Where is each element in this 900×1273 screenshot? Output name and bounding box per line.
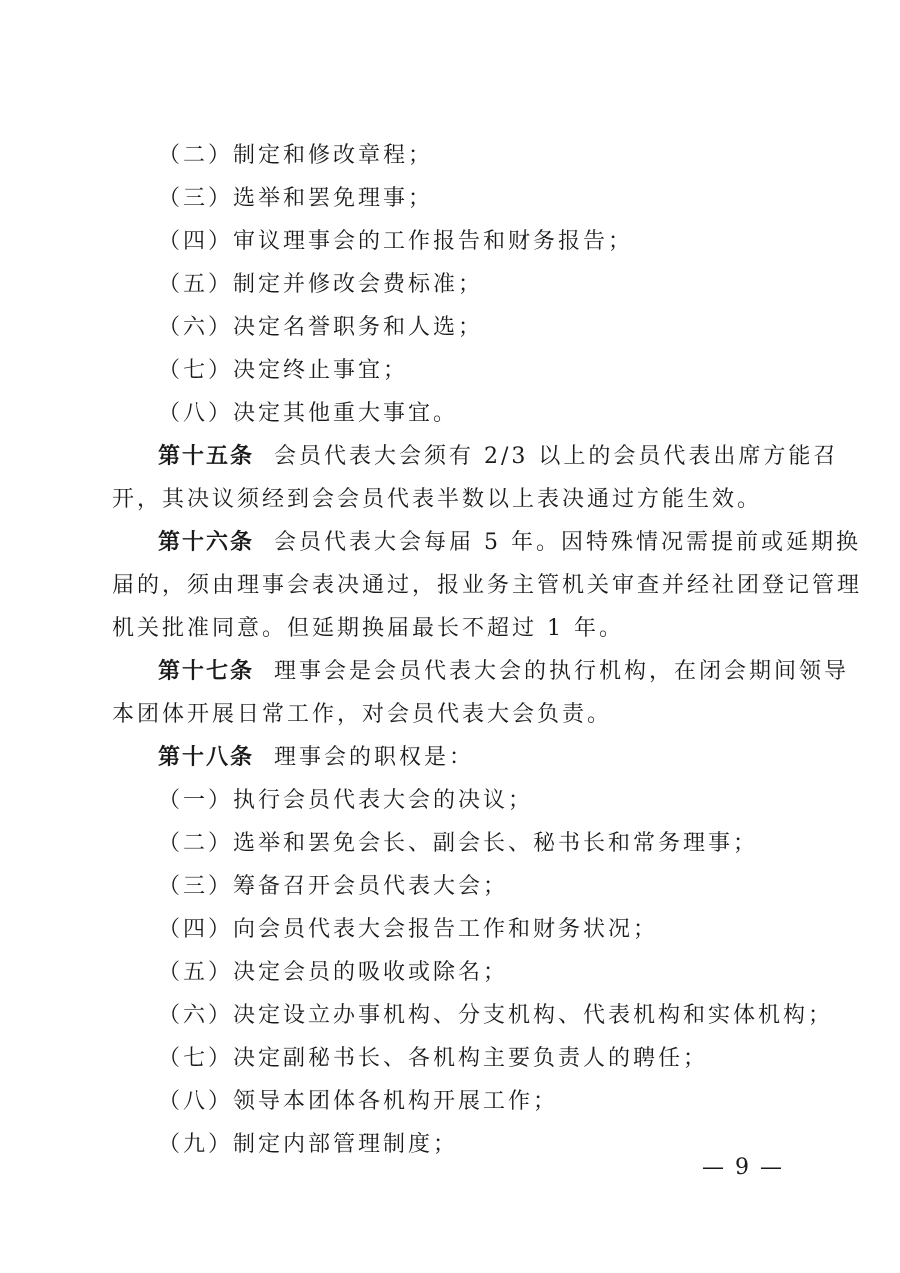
list-item: （七）决定副秘书长、各机构主要负责人的聘任； [158, 1046, 709, 1071]
article-16-title: 第十六条 [158, 530, 255, 555]
article-17-title: 第十七条 [158, 659, 255, 684]
list-item: （四）审议理事会的工作报告和财务报告； [158, 229, 634, 254]
article-15-line-1 [158, 442, 839, 472]
list-item: （九）制定内部管理制度； [158, 1132, 459, 1157]
article-15-line-2: 开，其决议须经到会会员代表半数以上表决通过方能生效。 [112, 487, 763, 512]
list-item: （六）决定设立办事机构、分支机构、代表机构和实体机构； [158, 1003, 834, 1028]
article-18-line-1 [158, 743, 792, 773]
article-16-line-2: 届的，须由理事会表决通过，报业务主管机关审查并经社团登记管理 [112, 573, 863, 598]
article-16-line-1 [158, 528, 862, 558]
list-item: （五）决定会员的吸收或除名； [158, 960, 509, 985]
list-item: （二）制定和修改章程； [158, 143, 434, 168]
article-17-line-2: 本团体开展日常工作，对会员代表大会负责。 [112, 702, 613, 727]
list-item: （八）领导本团体各机构开展工作； [158, 1089, 559, 1114]
list-item: （三）选举和罢免理事； [158, 186, 434, 211]
article-16-line-3: 机关批准同意。但延期换届最长不超过 1 年。 [112, 616, 624, 641]
article-15-text: 会员代表大会须有 2/3 以上的会员代表出席方能召 [274, 444, 839, 469]
list-item: （三）筹备召开会员代表大会； [158, 874, 509, 899]
list-item: （七）决定终止事宜； [158, 358, 409, 383]
article-17-text: 理事会是会员代表大会的执行机构，在闭会期间领导 [274, 659, 850, 684]
page-number: — 9 — [702, 1155, 784, 1180]
list-item: （六）决定名誉职务和人选； [158, 315, 484, 340]
list-item: （五）制定并修改会费标准； [158, 272, 484, 297]
list-item: （四）向会员代表大会报告工作和财务状况； [158, 917, 659, 942]
list-item: （一）执行会员代表大会的决议； [158, 788, 534, 813]
article-18-title: 第十八条 [158, 745, 255, 770]
list-item: （八）决定其他重大事宜。 [158, 401, 459, 426]
article-16-text: 会员代表大会每届 5 年。因特殊情况需提前或延期换 [274, 530, 862, 555]
article-15-title: 第十五条 [158, 444, 255, 469]
list-item: （二）选举和罢免会长、副会长、秘书长和常务理事； [158, 831, 759, 856]
article-17-line-1 [158, 657, 850, 687]
article-18-text: 理事会的职权是： [274, 745, 475, 770]
